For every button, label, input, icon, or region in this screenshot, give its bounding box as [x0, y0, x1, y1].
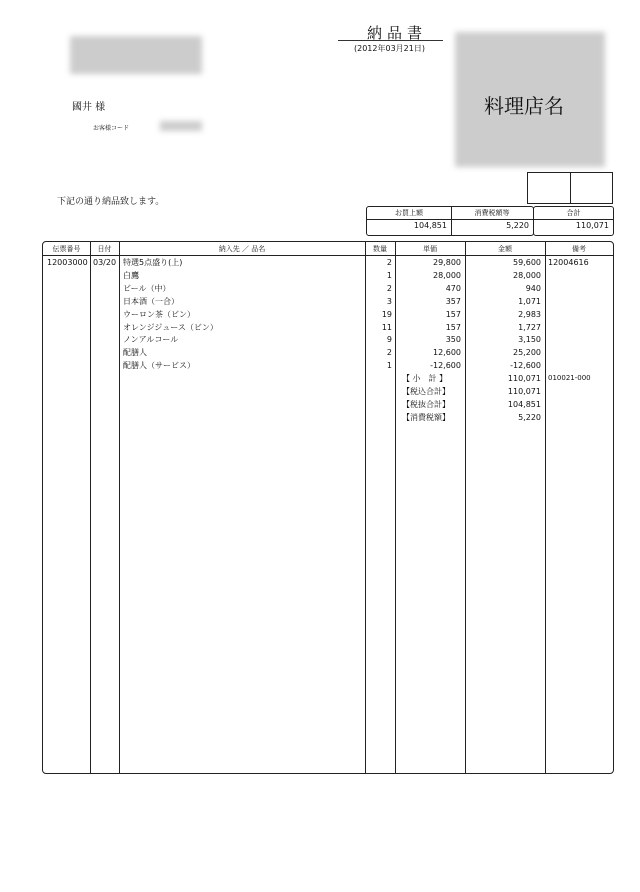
item-amount: 59,600 — [513, 258, 541, 267]
item-price: 12,600 — [433, 348, 461, 358]
item-name: 配膳人 — [123, 348, 147, 358]
item-note: 12004616 — [548, 258, 589, 267]
item-price: 470 — [445, 283, 461, 293]
header-amount: 金額 — [498, 245, 512, 253]
item-name: ウーロン茶（ビン） — [123, 309, 195, 319]
item-amount: 1,071 — [518, 296, 541, 306]
totals-box — [366, 206, 534, 236]
stamp-box — [527, 172, 613, 204]
intro-text: 下記の通り納品致します。 — [57, 197, 165, 207]
header-qty: 数量 — [373, 245, 387, 253]
item-name: 白鷹 — [123, 270, 139, 280]
item-price: 350 — [445, 335, 461, 345]
purchase-value: 104,851 — [413, 221, 447, 230]
item-qty: 1 — [386, 270, 392, 280]
item-price: 28,000 — [433, 270, 461, 280]
summary-amount: 104,851 — [507, 399, 541, 409]
item-amount: 28,000 — [513, 270, 541, 280]
item-price: 157 — [445, 322, 461, 332]
item-amount: 940 — [525, 283, 541, 293]
item-amount: 1,727 — [518, 322, 541, 332]
header-item: 納入先 ／ 品名 — [218, 245, 266, 253]
summary-label: 【 小 計 】 — [402, 374, 448, 384]
grand-total-box — [533, 206, 614, 236]
redacted-sender-block — [70, 36, 202, 74]
item-qty: 2 — [386, 283, 392, 293]
summary-label: 【消費税額】 — [402, 412, 450, 422]
column-divider — [119, 242, 120, 773]
tax-label: 消費税額等 — [451, 207, 533, 220]
item-qty: 9 — [386, 335, 392, 345]
grand-total-value: 110,071 — [575, 221, 609, 230]
document-title: 納品書 — [366, 24, 427, 42]
item-name: 特選5点盛り(上) — [123, 258, 183, 267]
slip-number: 12003000 — [47, 258, 88, 267]
addressee: 國井 様 — [72, 102, 106, 113]
header-note: 備考 — [572, 245, 586, 253]
summary-label: 【税抜合計】 — [402, 399, 450, 409]
summary-label: 【税込合計】 — [402, 387, 450, 396]
item-qty: 1 — [386, 361, 392, 371]
item-amount: 2,983 — [518, 309, 541, 319]
header-slip-no: 伝票番号 — [52, 245, 81, 253]
grand-total-label: 合計 — [534, 207, 613, 220]
item-qty: 2 — [386, 348, 392, 358]
purchase-label: お買上額 — [367, 207, 451, 220]
tax-value: 5,220 — [506, 221, 529, 230]
redacted-customer-code — [160, 121, 202, 131]
summary-amount: 110,071 — [507, 387, 541, 396]
item-price: -12,600 — [430, 361, 461, 371]
summary-amount: 5,220 — [518, 412, 541, 422]
line-items-table — [42, 241, 614, 774]
item-price: 157 — [445, 309, 461, 319]
summary-note: 010021-000 — [548, 374, 591, 383]
item-amount: -12,600 — [510, 361, 541, 371]
item-name: ビール（中） — [123, 283, 171, 293]
item-qty: 3 — [386, 296, 392, 306]
header-date: 日付 — [97, 245, 112, 253]
item-name: オレンジジュース（ビン） — [123, 322, 218, 332]
slip-date: 03/20 — [93, 258, 117, 267]
item-name: ノンアルコール — [123, 335, 179, 345]
item-amount: 25,200 — [513, 348, 541, 358]
summary-amount: 110,071 — [507, 374, 541, 384]
item-name: 配膳人（サービス） — [123, 361, 195, 371]
customer-code-label: お客様コード — [93, 125, 130, 132]
title-underline — [338, 40, 443, 41]
item-price: 29,800 — [433, 258, 461, 267]
item-amount: 3,150 — [518, 335, 541, 345]
restaurant-name: 料理店名 — [484, 94, 564, 118]
column-divider — [90, 242, 91, 773]
item-price: 357 — [445, 296, 461, 306]
item-name: 日本酒（一合） — [123, 296, 179, 306]
item-qty: 19 — [381, 309, 392, 319]
item-qty: 11 — [381, 322, 392, 332]
item-qty: 2 — [386, 258, 392, 267]
column-divider — [545, 242, 546, 773]
header-price: 単価 — [423, 245, 437, 253]
document-date: (2012年03月21日) — [354, 44, 425, 53]
